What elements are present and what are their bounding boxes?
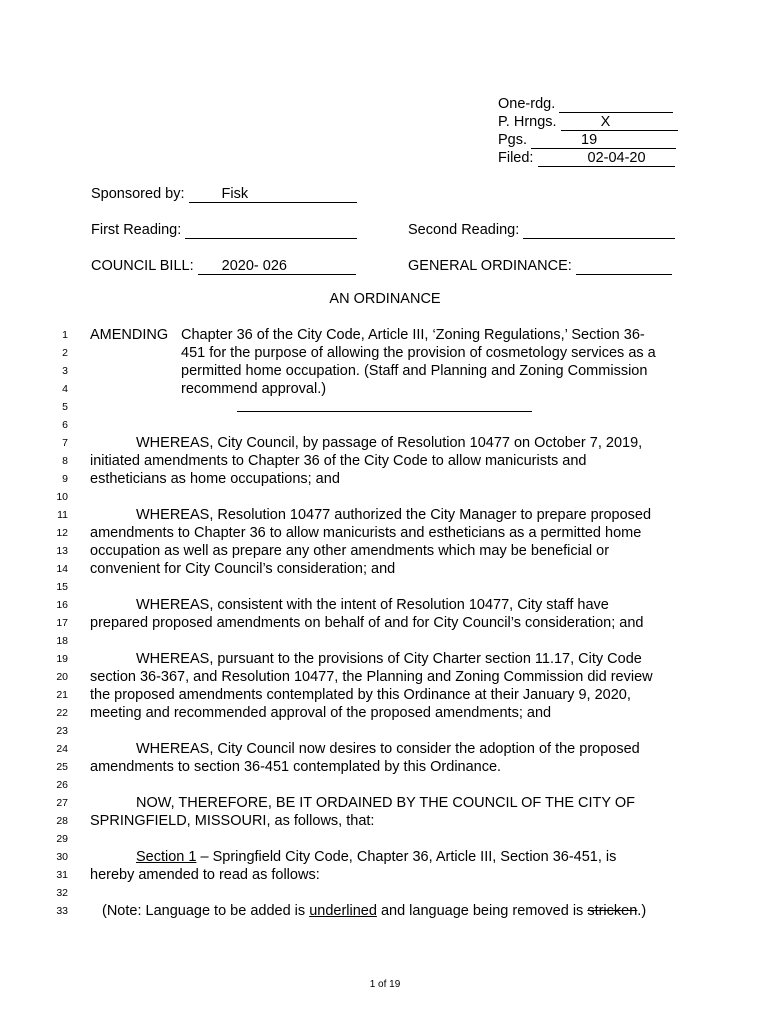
line-number: 26 [56, 779, 68, 791]
sponsored-by-row: Sponsored by: Fisk [91, 185, 357, 203]
first-reading-row: First Reading: [91, 221, 357, 239]
p1-line-2: initiated amendments to Chapter 36 of the City Code to allow manicurists and [90, 453, 587, 469]
general-ordinance-row: GENERAL ORDINANCE: [408, 257, 672, 275]
p2-line-3: occupation as well as prepare any other amendments which may be beneficial or [90, 543, 610, 559]
line-number: 12 [56, 527, 68, 539]
page-footer: 1 of 19 [369, 979, 401, 990]
line-number: 18 [56, 635, 68, 647]
p4-line-4: meeting and recommended approval of the proposed amendments; and [90, 705, 552, 721]
p1-line-1: WHEREAS, City Council, by passage of Resolution 10477 on October 7, 2019, [136, 435, 643, 451]
pgs-row: Pgs. 19 [498, 131, 676, 149]
p6-line-1: NOW, THEREFORE, BE IT ORDAINED BY THE COUNCIL OF THE CITY OF [136, 795, 635, 811]
second-reading-row: Second Reading: [408, 221, 675, 239]
line-number: 20 [56, 671, 68, 683]
p2-line-1: WHEREAS, Resolution 10477 authorized the City Manager to prepare proposed [136, 507, 652, 523]
line-number: 32 [56, 887, 68, 899]
line-number: 29 [56, 833, 68, 845]
note-stricken: stricken [587, 903, 638, 919]
line-number: 6 [62, 419, 68, 431]
line-number: 23 [56, 725, 68, 737]
line-number: 24 [56, 743, 68, 755]
section-1-label: Section 1 [136, 849, 197, 865]
line-number: 30 [56, 851, 68, 863]
council-bill-field: 2020- 026 [198, 258, 356, 275]
document-title: AN ORDINANCE [329, 291, 441, 307]
line-number: 16 [56, 599, 68, 611]
filed-field: 02-04-20 [538, 150, 675, 167]
section-1-line-2: hereby amended to read as follows: [90, 867, 320, 883]
line-number: 13 [56, 545, 68, 557]
line-number: 4 [62, 383, 68, 395]
p5-line-1: WHEREAS, City Council now desires to consider the adoption of the proposed [136, 741, 640, 757]
line-number: 5 [62, 401, 68, 413]
line-number: 11 [57, 509, 68, 521]
line-number: 2 [62, 347, 68, 359]
council-bill-row: COUNCIL BILL: 2020- 026 [91, 257, 356, 275]
p2-line-4: convenient for City Council’s consideration; and [90, 561, 396, 577]
general-ordinance-field [576, 258, 672, 275]
separator-line [237, 411, 532, 412]
p3-line-1: WHEREAS, consistent with the intent of Resolution 10477, City staff have [136, 597, 609, 613]
p5-line-2: amendments to section 36-451 contemplated by this Ordinance. [90, 759, 502, 775]
p6-line-2: SPRINGFIELD, MISSOURI, as follows, that: [90, 813, 375, 829]
line-number: 15 [56, 581, 68, 593]
line-number: 8 [62, 455, 68, 467]
line-number: 19 [56, 653, 68, 665]
first-reading-field [185, 222, 357, 239]
line-number: 33 [56, 905, 68, 917]
line-number: 9 [62, 473, 68, 485]
note-underlined: underlined [309, 903, 377, 919]
section-1-line-1: Section 1 – Springfield City Code, Chapter 36, Article III, Section 36-451, is [136, 849, 617, 865]
p4-line-1: WHEREAS, pursuant to the provisions of City Charter section 11.17, City Code [136, 651, 642, 667]
pgs-field: 19 [531, 132, 676, 149]
line-number: 31 [56, 869, 68, 881]
one-rdg-row: One-rdg. [498, 95, 673, 113]
sponsored-by-field: Fisk [189, 186, 357, 203]
line-number: 1 [62, 329, 68, 341]
p4-line-2: section 36-367, and Resolution 10477, the Planning and Zoning Commission did review [90, 669, 653, 685]
p2-line-2: amendments to Chapter 36 to allow manicurists and estheticians as a permitted home [90, 525, 642, 541]
amending-line-1: Chapter 36 of the City Code, Article III, ‘Zoning Regulations,’ Section 36- [181, 327, 645, 343]
p4-line-3: the proposed amendments contemplated by this Ordinance at their January 9, 2020, [90, 687, 631, 703]
line-number: 28 [56, 815, 68, 827]
p1-line-3: estheticians as home occupations; and [90, 471, 340, 487]
line-number: 17 [56, 617, 68, 629]
line-number: 22 [56, 707, 68, 719]
line-number: 7 [62, 437, 68, 449]
line-number: 14 [56, 563, 68, 575]
second-reading-field [523, 222, 675, 239]
p-hrngs-field: X [561, 114, 678, 131]
p3-line-2: prepared proposed amendments on behalf of and for City Council’s consideration; and [90, 615, 644, 631]
line-number: 3 [62, 365, 68, 377]
amending-line-3: permitted home occupation. (Staff and Planning and Zoning Commission [181, 363, 648, 379]
amending-line-2: 451 for the purpose of allowing the provision of cosmetology services as a [181, 345, 656, 361]
p-hrngs-row: P. Hrngs. X [498, 113, 678, 131]
line-number: 10 [56, 491, 68, 503]
one-rdg-field [559, 96, 673, 113]
filed-row: Filed: 02-04-20 [498, 149, 675, 167]
note-line: (Note: Language to be added is underlined and language being removed is stricken.) [102, 903, 647, 919]
line-number: 25 [56, 761, 68, 773]
amending-label: AMENDING [90, 327, 169, 343]
line-number: 21 [56, 689, 68, 701]
amending-line-4: recommend approval.) [181, 381, 327, 397]
line-number: 27 [56, 797, 68, 809]
